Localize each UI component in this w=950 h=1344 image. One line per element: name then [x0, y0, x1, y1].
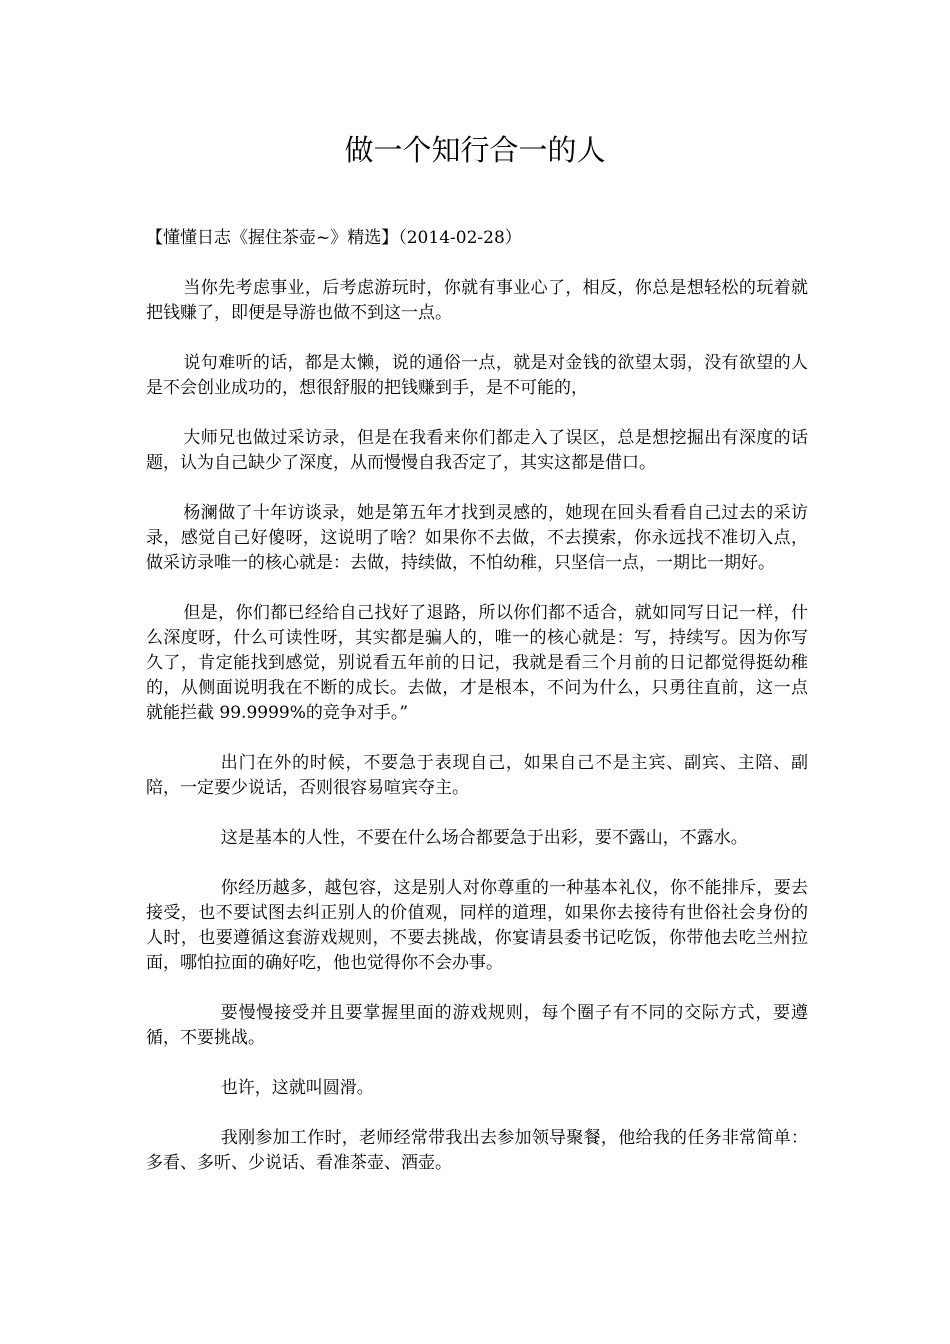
- paragraph: 这是基本的人性，不要在什么场合都要急于出彩，要不露山，不露水。: [220, 828, 748, 848]
- paragraph: 大师兄也做过采访录，但是在我看来你们都走入了误区，总是想挖掘出有深度的话题，认为自己缺少了深度，从而慢慢自我否定了，其实这都是借口。: [146, 428, 808, 473]
- paragraph: 说句难听的话，都是太懒，说的通俗一点，就是对金钱的欲望太弱，没有欲望的人是不会创业成功的，想很舒服的把钱赚到手，是不可能的，: [146, 353, 808, 398]
- paragraph: 但是，你们都已经给自己找好了退路，所以你们都不适合，就如同写日记一样，什么深度呀，什么可读性呀，其实都是骗人的，唯一的核心就是：写，持续写。因为你写久了，肯定能找到感觉，别说看五年前的日记，我就是看三个月前的日记都觉得挺幼稚的，从侧面说明我在不断的成长。去做，才是根本，不问为什么，只勇往直前，这一点就能拦截 99.9999%的竞争对手。”: [146, 603, 808, 723]
- paragraph: 我刚参加工作时，老师经常带我出去参加领导聚餐，他给我的任务非常简单：多看、多听、少说话、看准茶壶、酒壶。: [146, 1128, 808, 1173]
- paragraph: 也许，这就叫圆滑。: [220, 1078, 374, 1098]
- source-line: 【懂懂日志《握住茶壶~》精选】（2014-02-28）: [146, 228, 522, 248]
- paragraph: 出门在外的时候，不要急于表现自己，如果自己不是主宾、副宾、主陪、副陪，一定要少说话，否则很容易喧宾夺主。: [146, 753, 808, 798]
- document-body: [146, 226, 808, 1201]
- paragraph: 杨澜做了十年访谈录，她是第五年才找到灵感的，她现在回头看看自己过去的采访录，感觉自己好傻呀，这说明了啥？如果你不去做，不去摸索，你永远找不准切入点，做采访录唯一的核心就是：去做，持续做，不怕幼稚，只坚信一点，一期比一期好。: [146, 503, 808, 573]
- document-title: 做一个知行合一的人: [344, 133, 606, 167]
- paragraph: 要慢慢接受并且要掌握里面的游戏规则，每个圈子有不同的交际方式，要遵循，不要挑战。: [146, 1003, 808, 1048]
- paragraph: 你经历越多，越包容，这是别人对你尊重的一种基本礼仪，你不能排斥，要去接受，也不要试图去纠正别人的价值观，同样的道理，如果你去接待有世俗社会身份的人时，也要遵循这套游戏规则，不要去挑战，你宴请县委书记吃饭，你带他去吃兰州拉面，哪怕拉面的确好吃，他也觉得你不会办事。: [146, 878, 808, 973]
- paragraph: 当你先考虑事业，后考虑游玩时，你就有事业心了，相反，你总是想轻松的玩着就把钱赚了，即便是导游也做不到这一点。: [146, 278, 808, 323]
